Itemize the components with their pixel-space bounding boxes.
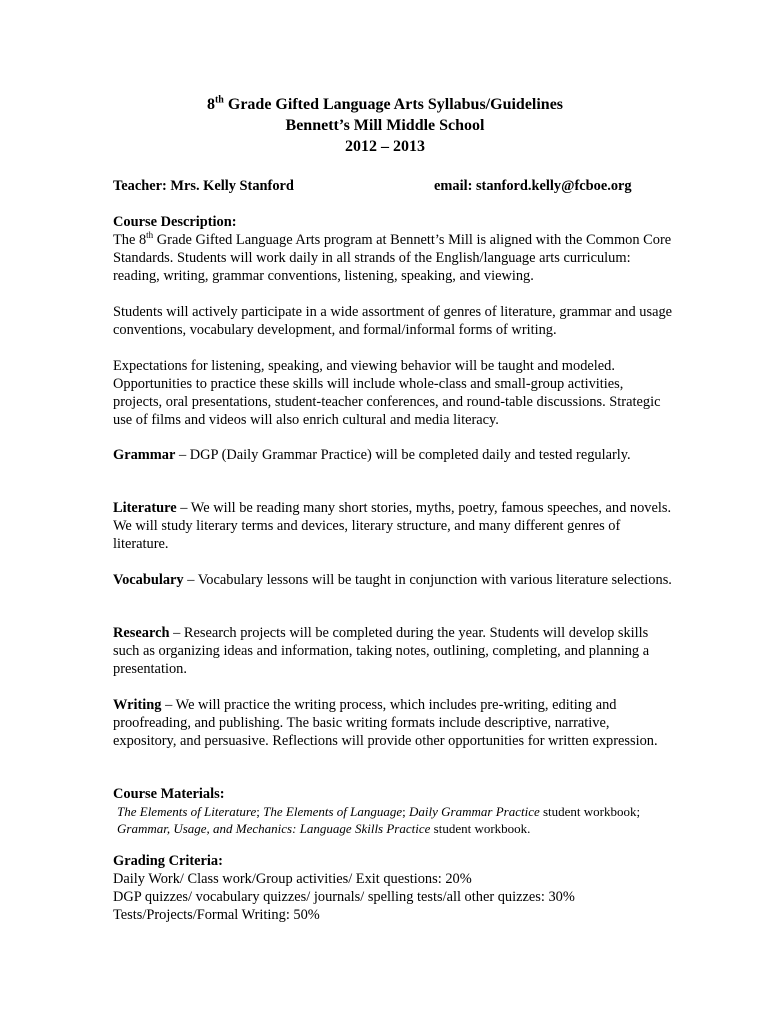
section-term: Writing <box>113 697 162 713</box>
section-heading: Course Description: <box>113 214 237 230</box>
grading-criteria <box>113 852 673 924</box>
course-materials <box>113 785 673 837</box>
grading-item: Tests/Projects/Formal Writing: 50% <box>113 907 320 923</box>
writing-section: Writing – We will practice the writing process, which includes pre-writing, editing and proofreading, and publishing. The basic writing formats include descriptive, narrative, expository, and persuasive. Reflections will provide other opportunities for written expression. <box>113 697 658 749</box>
grading-item: DGP quizzes/ vocabulary quizzes/ journals/ spelling tests/all other quizzes: 30% <box>113 889 575 905</box>
course-description <box>113 213 673 285</box>
section-term: Vocabulary <box>113 572 184 588</box>
paragraph: Students will actively participate in a wide assortment of genres of literature, grammar and usage conventions, vocabulary development, and formal/informal forms of writing. <box>113 304 673 338</box>
paragraph: The 8th Grade Gifted Language Arts program at Bennett’s Mill is aligned with the Common Core Standards. Students will work daily in all strands of the English/language arts curriculum: reading, writing, grammar conventions, listening, speaking, and viewing. <box>113 230 672 284</box>
section-term: Literature <box>113 500 177 516</box>
section-heading: Grading Criteria: <box>113 853 223 869</box>
grading-item: Daily Work/ Class work/Group activities/ Exit questions: 20% <box>113 871 472 887</box>
teacher-name: Teacher: Mrs. Kelly Stanford <box>113 178 294 194</box>
teacher-info <box>113 177 673 195</box>
section-term: Research <box>113 625 170 641</box>
literature-section: Literature – We will be reading many short stories, myths, poetry, famous speeches, and novels. We will study literary terms and devices, literary structure, and many different genres of literature. <box>113 500 672 552</box>
grammar-section: Grammar – DGP (Daily Grammar Practice) will be completed daily and tested regularly. <box>113 447 631 463</box>
section-heading: Course Materials: <box>113 786 225 802</box>
paragraph: Expectations for listening, speaking, and viewing behavior will be taught and modeled. Opportunities to practice these skills will include whole-class and small-group activities, projects, oral presentations, student-teacher conferences, and round-table discussions. Strategic use of films and videos will also enrich cultural and media literacy. <box>113 358 661 428</box>
school-name: Bennett’s Mill Middle School <box>285 117 485 134</box>
research-section: Research – Research projects will be completed during the year. Students will develop skills such as organizing ideas and information, taking notes, outlining, completing, and planning a presentation. <box>113 625 650 677</box>
materials-list: The Elements of Literature; The Elements of Language; Daily Grammar Practice student workbook; Grammar, Usage, and Mechanics: Language Skills Practice student workbook. <box>117 804 641 836</box>
vocabulary-section: Vocabulary – Vocabulary lessons will be taught in conjunction with various literature selections. <box>113 572 672 588</box>
document-title: 8th Grade Gifted Language Arts Syllabus/Guidelines <box>206 94 564 113</box>
document-header <box>0 94 770 157</box>
section-term: Grammar <box>113 447 176 463</box>
school-year: 2012 – 2013 <box>345 138 425 155</box>
teacher-email: email: stanford.kelly@fcboe.org <box>434 178 632 194</box>
